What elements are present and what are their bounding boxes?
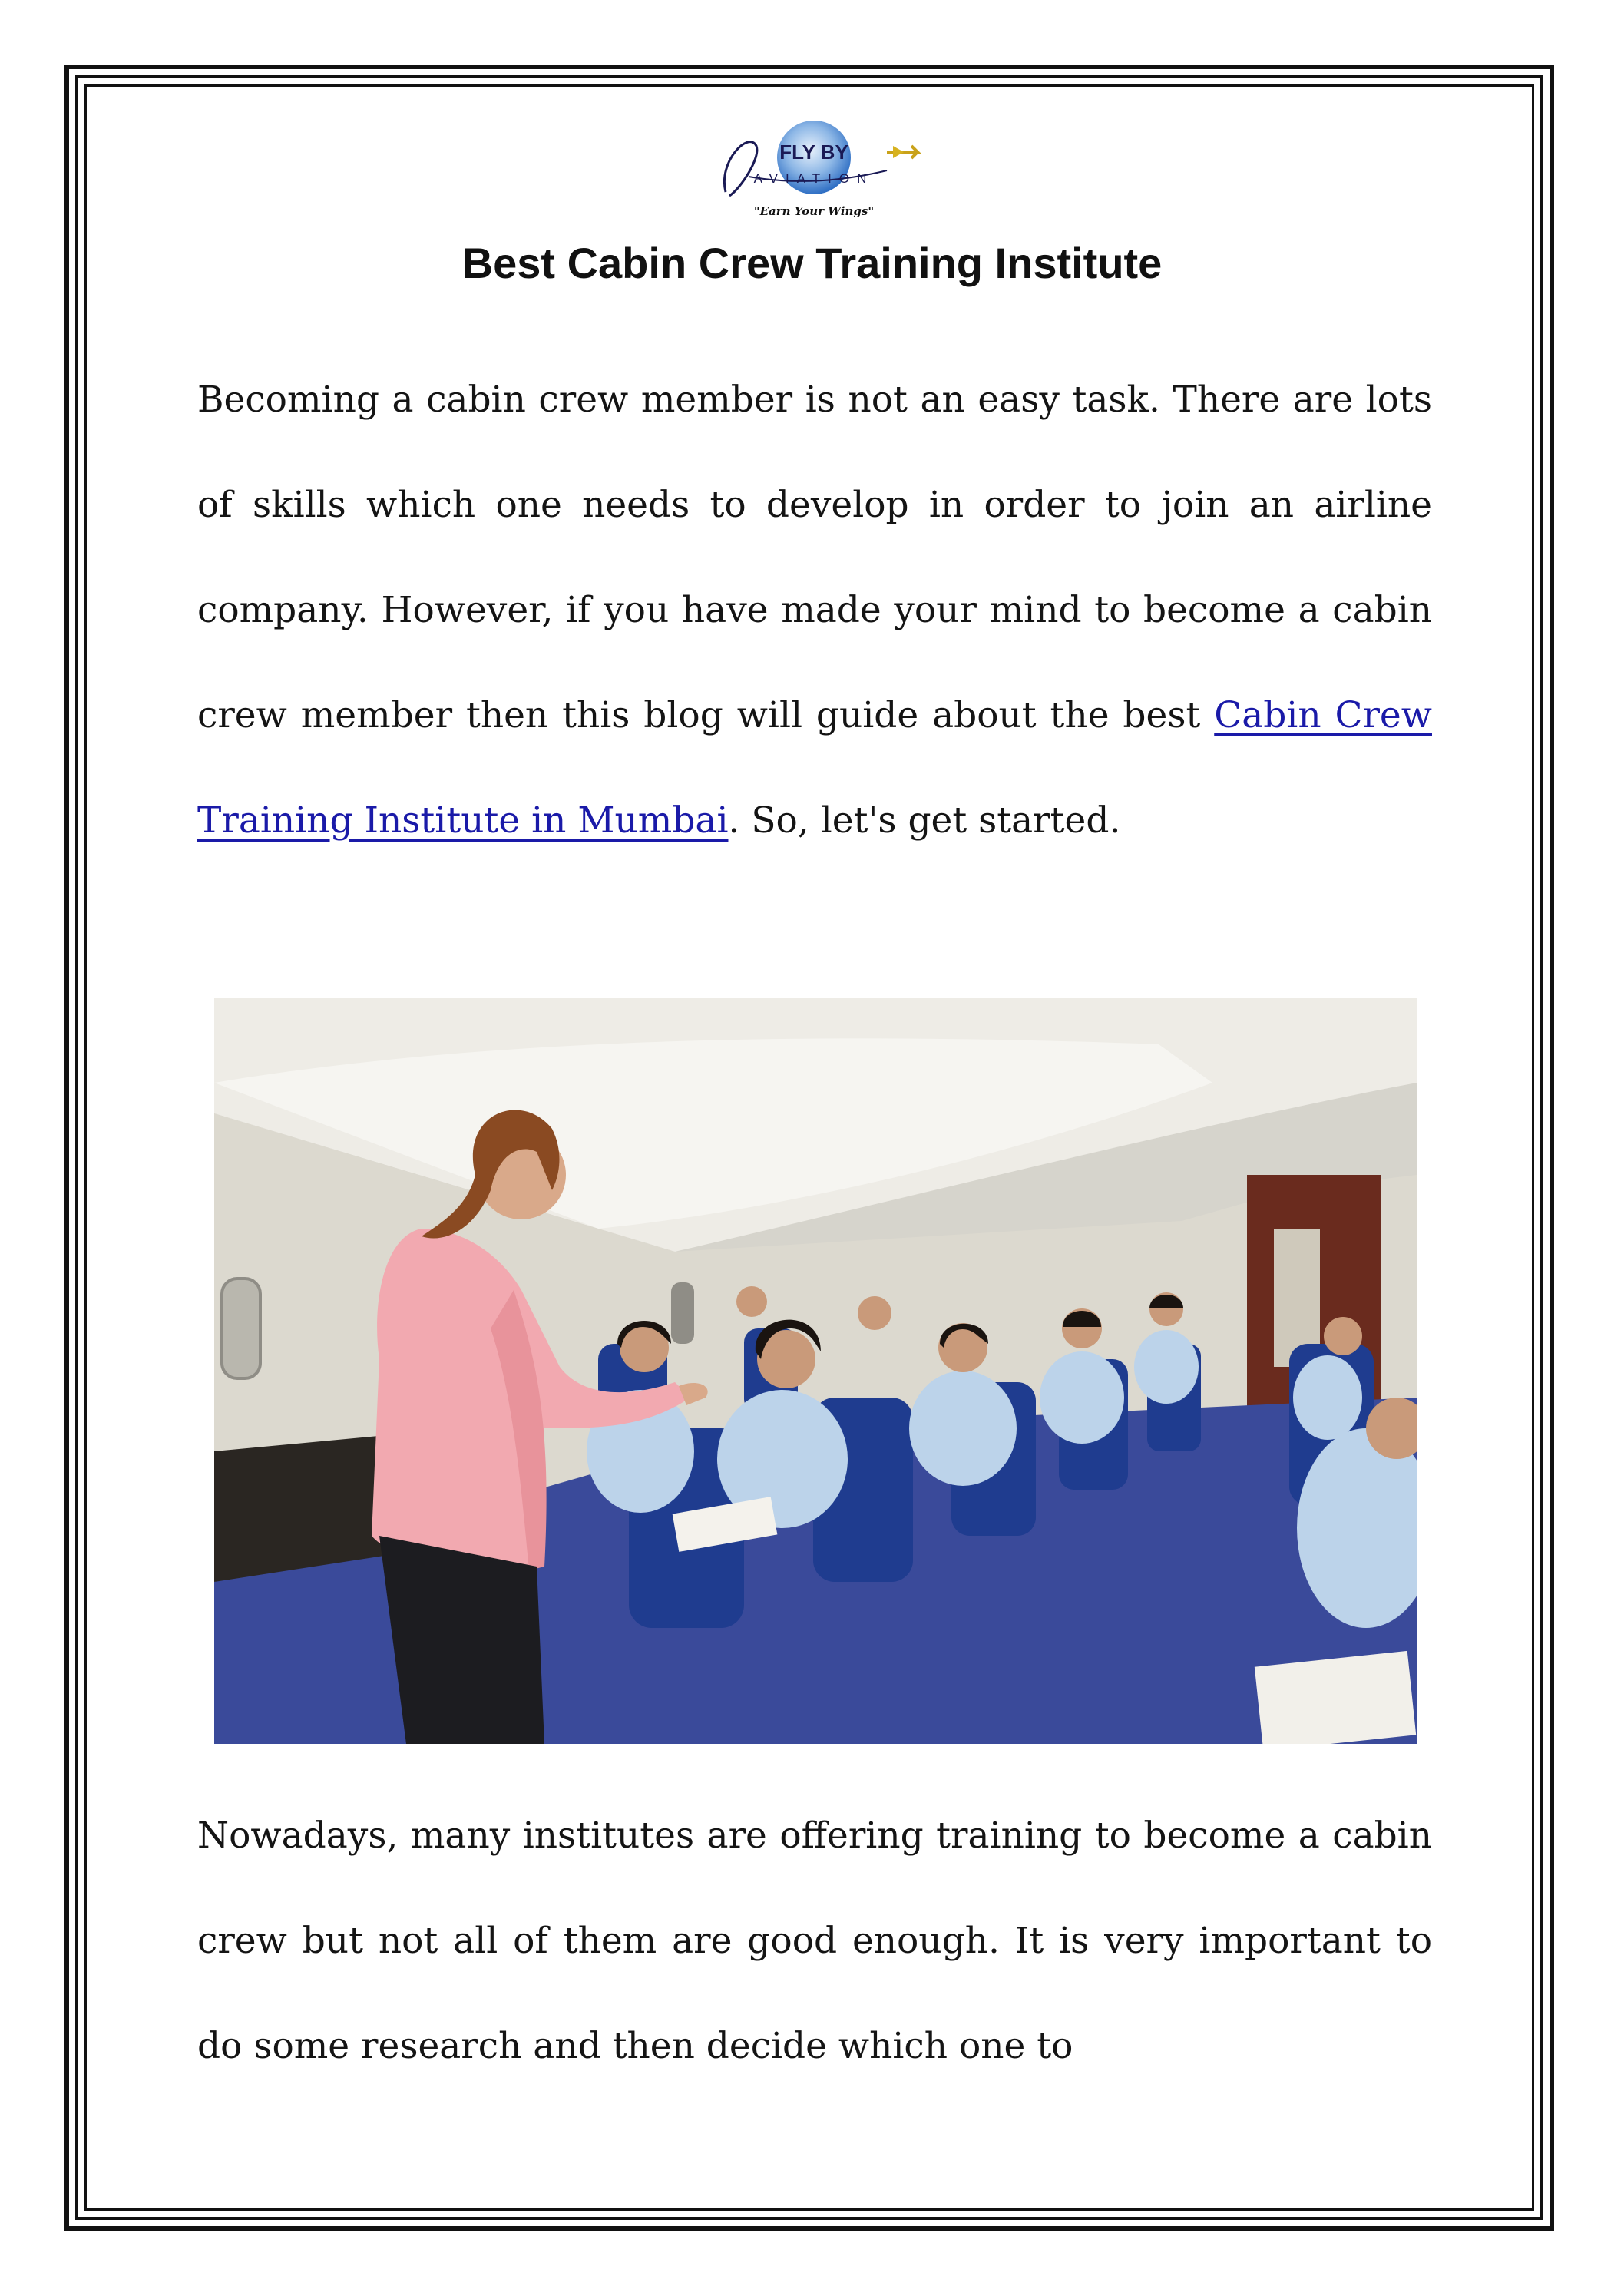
intro-text-start: Becoming a cabin crew member is not an easy task. There are lots of skills which one needs to develop in order to join an airline company. However, if you have made your mind to become a cabin crew member then this blog will guide about the best [197, 379, 1432, 736]
svg-text:"Earn Your Wings": "Earn Your Wings" [753, 204, 875, 218]
intro-paragraph [197, 347, 1432, 873]
page-title: Best Cabin Crew Training Institute [461, 239, 1163, 287]
intro-text-end: . So, let's get started. [728, 799, 1121, 842]
svg-text:AVIATION: AVIATION [753, 171, 875, 186]
svg-text:FLY BY: FLY BY [779, 141, 848, 164]
second-paragraph: Nowadays, many institutes are offering training to become a cabin crew but not all of them are good enough. It is very important to do some research and then decide which one to [197, 1815, 1432, 2067]
mumbai-institute-link[interactable]: Cabin Crew Training Institute in Mumbai [197, 694, 1432, 842]
fly-by-aviation-logo [695, 115, 933, 223]
cabin-crew-training-photo [214, 998, 1417, 1744]
